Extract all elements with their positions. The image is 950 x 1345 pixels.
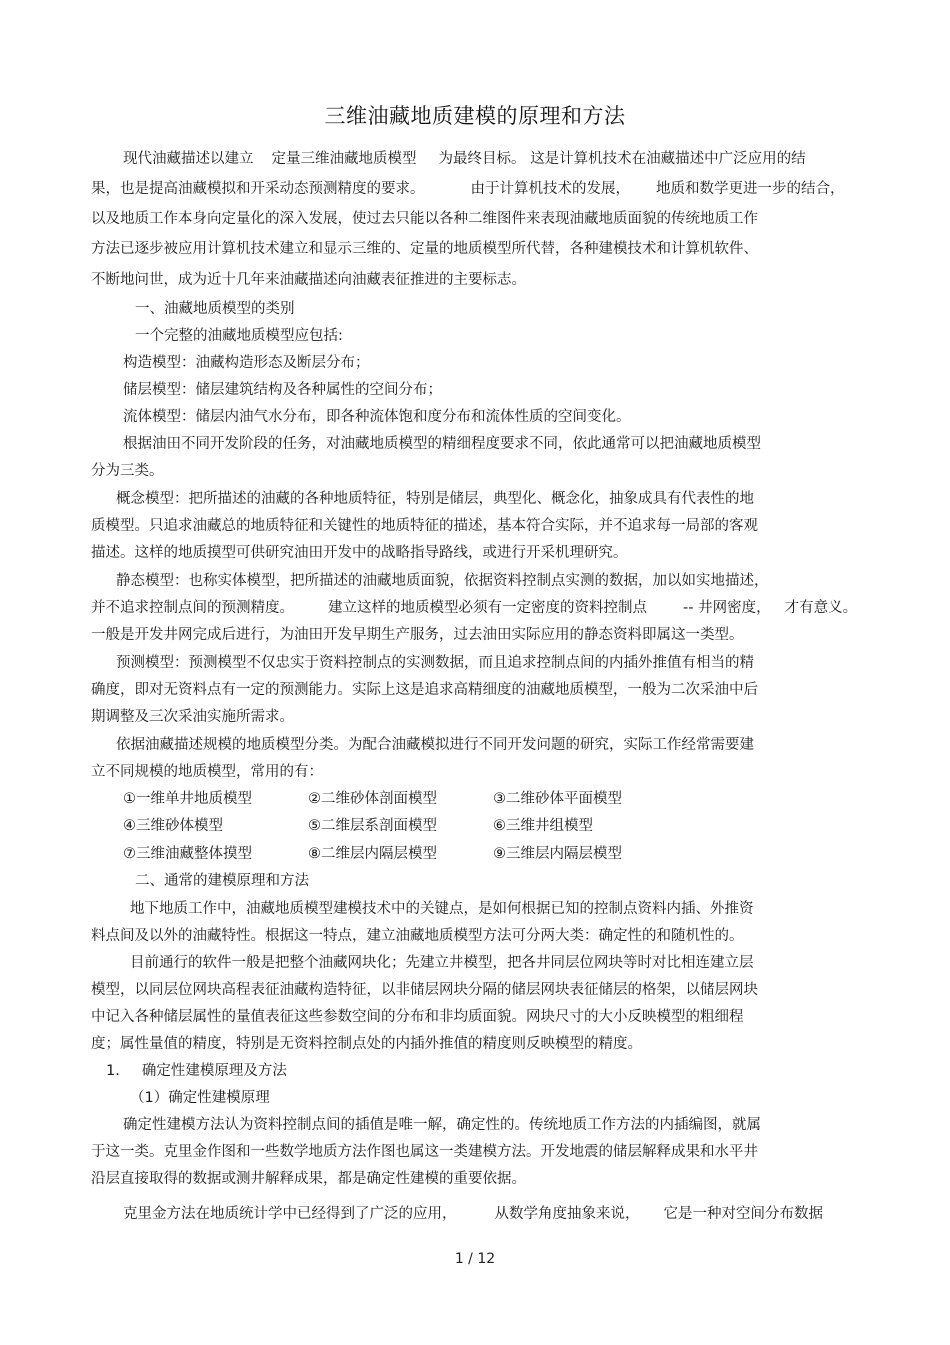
model-list-item: ⑥三维井组模型: [493, 818, 593, 834]
text-segment: 果，也是提高油藏模拟和开采动态预测精度的要求。: [91, 181, 425, 197]
model-list-item: ⑧二维层内隔层模型: [308, 846, 437, 862]
text-line: 预测模型：预测模型不仅忠实于资料控制点的实测数据，而且追求控制点间的内插外推值有相当的精: [116, 655, 754, 671]
text-line: 期调整及三次采油实施所需求。: [91, 709, 294, 725]
text-line: 描述。这样的地质摸型可供研究油田开发中的战略指导路线，或进行开采机理研究。: [91, 545, 628, 561]
text-segment: 从数学角度抽象来说，: [494, 1206, 640, 1222]
model-list-item: ①一维单井地质模型: [123, 791, 252, 807]
model-list-item: ⑤二维层系剖面模型: [308, 818, 437, 834]
list-number: 1.: [106, 1063, 120, 1079]
text-segment: 确定性建模原理及方法: [141, 1063, 287, 1079]
model-list-item: ⑦三维油藏整体摸型: [123, 846, 252, 862]
section-heading: 二、通常的建模原理和方法: [135, 873, 309, 889]
text-line: 分为三类。: [91, 463, 164, 479]
text-line: [123, 1204, 823, 1224]
text-segment: 地质和数学更进一步的结合，: [656, 181, 845, 197]
text-line: 不断地问世，成为近十几年来油藏描述向油藏表征推进的主要标志。: [91, 272, 526, 288]
text-line: 根据油田不同开发阶段的任务，对油藏地质模型的精细程度要求不同，依此通常可以把油藏地质模型: [123, 436, 761, 452]
text-line: 概念模型：把所描述的油藏的各种地质特征，特别是储层，典型化、概念化，抽象成具有代表性的地: [116, 491, 754, 507]
model-list-item: ⑨三维层内隔层模型: [493, 846, 622, 862]
text-line: 料点间及以外的油藏特性。根据这一特点，建立油藏地质模型方法可分两大类：确定性的和随机性的。: [91, 928, 744, 944]
text-line: 静态模型：也称实体模型，把所描述的油藏地质面貌，依据资料控制点实测的数据，加以如实地描述，: [116, 573, 769, 589]
text-segment: -- 井网密度，: [683, 600, 771, 616]
text-line: 方法已逐步被应用计算机技术建立和显示三维的、定量的地质模型所代替，各种建模技术和计算机软件、: [91, 241, 758, 257]
page-number: 1 / 12: [454, 1251, 496, 1267]
text-segment: 它是一种对空间分布数据: [663, 1206, 823, 1222]
text-segment: 克里金方法在地质统计学中已经得到了广泛的应用，: [123, 1206, 457, 1222]
text-segment: 建立这样的地质模型必须有一定密度的资料控制点: [328, 600, 647, 616]
text-line: [123, 149, 806, 169]
text-segment: 为最终目标。 这是计算机技术在油藏描述中广泛应用的结: [438, 151, 806, 167]
text-line: 构造模型：油藏构造形态及断层分布；: [123, 355, 370, 371]
subsection-heading: [106, 1061, 287, 1081]
text-line: [91, 598, 857, 618]
subsection-heading: （1）确定性建模原理: [130, 1090, 270, 1106]
text-segment: 由于计算机技术的发展，: [470, 181, 630, 197]
model-list-item: ②二维砂体剖面模型: [308, 791, 437, 807]
text-line: 确定性建模方法认为资料控制点间的插值是唯一解，确定性的。传统地质工作方法的内插编图，就属: [123, 1117, 761, 1133]
text-segment: 才有意义。: [784, 600, 858, 616]
text-line: 依据油藏描述规模的地质模型分类。为配合油藏模拟进行不同开发问题的研究，实际工作经常需要建: [116, 737, 754, 753]
text-line: [91, 179, 845, 199]
text-segment: 现代油藏描述以建立: [123, 151, 254, 167]
text-line: 质模型。只追求油藏总的地质特征和关键性的地质特征的描述，基本符合实际，并不追求每一局部的客观: [91, 518, 758, 534]
text-line: 度；属性量值的精度，特别是无资料控制点处的内插外推值的精度则反映模型的精度。: [91, 1036, 642, 1052]
text-line: 目前通行的软件一般是把整个油藏网块化；先建立井模型，把各井同层位网块等时对比相连建立层: [130, 955, 754, 971]
model-list-item: ③二维砂体平面模型: [493, 791, 622, 807]
text-line: 模型，以同层位网块高程表征油藏构造特征，以非储层网块分隔的储层网块表征储层的格架，以储层网块: [91, 982, 758, 998]
document-title: 三维油藏地质建模的原理和方法: [324, 104, 626, 128]
text-line: 确度，即对无资料点有一定的预测能力。实际上这是追求高精细度的油藏地质模型，一般为二次采油中后: [91, 682, 758, 698]
text-line: 中记入各种储层属性的量值表征这些参数空间的分布和非均质面貌。网块尺寸的大小反映模型的粗细程: [91, 1009, 744, 1025]
text-line: 地下地质工作中，油藏地质模型建模技术中的关键点，是如何根据已知的控制点资料内插、外推资: [130, 901, 754, 917]
text-segment: 定量三维油藏地质模型: [271, 151, 417, 167]
text-line: 储层模型：储层建筑结构及各种属性的空间分布；: [123, 382, 442, 398]
model-list-item: ④三维砂体模型: [123, 818, 223, 834]
section-heading: 一、油藏地质模型的类别: [135, 301, 295, 317]
text-line: 沿层直接取得的数据或测井解释成果，都是确定性建模的重要依据。: [91, 1171, 526, 1187]
text-line: 立不同规模的地质模型，常用的有：: [91, 764, 323, 780]
text-line: 一个完整的油藏地质模型应包括:: [135, 328, 343, 344]
text-line: 以及地质工作本身向定量化的深入发展，使过去只能以各种二维图件来表现油藏地质面貌的传统地质工作: [91, 211, 758, 227]
text-line: 流体模型：储层内油气水分布，即各种流体饱和度分布和流体性质的空间变化。: [123, 409, 631, 425]
text-line: 于这一类。克里金作图和一些数学地质方法作图也属这一类建模方法。开发地震的储层解释成果和水平井: [91, 1144, 758, 1160]
text-segment: 并不追求控制点间的预测精度。: [91, 600, 294, 616]
text-line: 一般是开发井网完成后进行，为油田开发早期生产服务，过去油田实际应用的静态资料即属这一类型。: [91, 627, 744, 643]
